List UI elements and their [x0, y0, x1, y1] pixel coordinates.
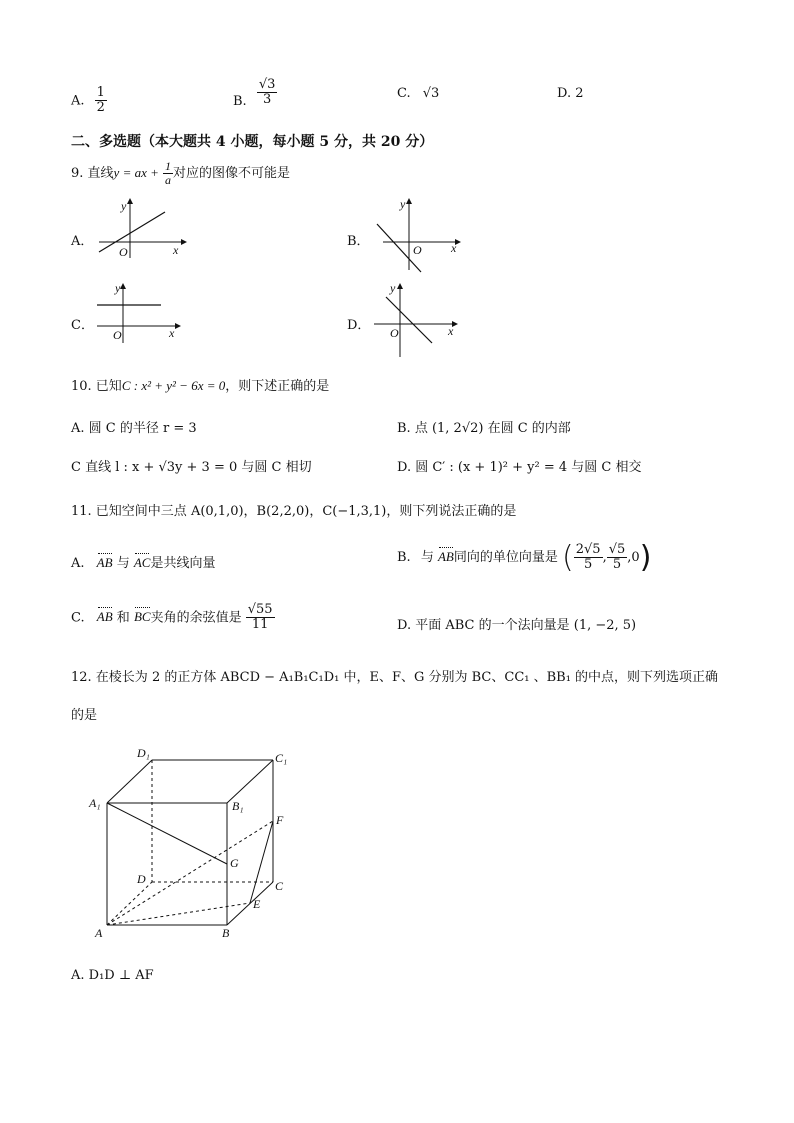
- cube-label-c: C: [275, 879, 284, 893]
- q11-option-b: B. 与 AB同向的单位向量是 ( $\frac{2√5}{5}$ , $\frac{√5}{5}$ ,0): [397, 540, 652, 575]
- q9-fraction: [163, 160, 173, 187]
- q9-graph-b-x: x: [451, 241, 457, 255]
- q9-graph-a-y: y: [121, 199, 127, 213]
- cube-label-a1: A₁: [89, 796, 101, 810]
- q8-option-c: [397, 86, 439, 101]
- cube-label-c1: C₁: [275, 751, 288, 765]
- q9-prefix: 9. 直线: [71, 166, 114, 182]
- q10-stem: [71, 375, 329, 394]
- cube-label-f: F: [276, 813, 284, 827]
- section-title: 二、多选题（本大题共 4 小题，每小题 5 分，共 20 分）: [71, 134, 434, 150]
- q11-b-last: ,0: [627, 550, 640, 565]
- q9-graph-d-y: y: [390, 281, 396, 295]
- q8-option-d: D. 2: [557, 86, 584, 101]
- cube-label-d1: D₁: [137, 746, 150, 760]
- q8-option-a-denominator: 2: [96, 100, 105, 116]
- q11-b-frac2-den: 5: [612, 557, 622, 572]
- q9-fraction-num: 1: [165, 159, 172, 173]
- q11-b-frac1: [574, 543, 603, 573]
- q11-a-vector-ab: AB: [96, 555, 113, 570]
- q11-c-frac-num: √55: [247, 602, 273, 617]
- q11-option-c: [71, 603, 275, 633]
- q11-c-frac: [246, 603, 275, 633]
- q9-fraction-den: a: [165, 173, 172, 188]
- q9-suffix: 对应的图像不可能是: [173, 166, 291, 182]
- q9-graph-b-origin: O: [413, 243, 422, 257]
- cube-label-b1: B₁: [232, 799, 244, 813]
- q9-graph-a: [95, 198, 185, 260]
- cube-label-d: D: [137, 872, 146, 886]
- q12-stem-line2: 的是: [71, 708, 98, 723]
- q9-equation: y = ax +: [113, 165, 159, 181]
- q9-option-b-label: B．: [347, 234, 370, 249]
- q11-b-frac1-den: 5: [584, 557, 593, 572]
- q8-option-b: [233, 78, 277, 108]
- q11-a-vector-ac: AC: [133, 555, 151, 570]
- q9-graph-c-y: y: [115, 281, 121, 295]
- q11-b-tail: 同向的单位向量是: [453, 550, 558, 565]
- q11-b-paren-left: (: [562, 540, 574, 575]
- q8-option-b-denominator: 3: [262, 92, 272, 108]
- q8-option-a: [71, 86, 107, 116]
- q9-graph-a-line: [99, 212, 165, 252]
- q11-option-a: [71, 552, 216, 571]
- cube-label-g: G: [230, 856, 239, 870]
- q9-graph-c-origin: O: [113, 328, 122, 342]
- q10-option-c: C 直线 l : x + √3y + 3 = 0 与圆 C 相切: [71, 460, 312, 475]
- q10-equation: C : x² + y² − 6x = 0: [121, 378, 226, 393]
- q8-option-c-value: √3: [422, 86, 440, 101]
- q12-stem-line1: 12. 在棱长为 2 的正方体 ABCD − A₁B₁C₁D₁ 中，E、F、G 分别为 BC、CC₁ 、BB₁ 的中点，则下列选项正确: [71, 670, 719, 685]
- q9-graph-c-x: x: [169, 326, 175, 340]
- q11-stem: 11. 已知空间中三点 A(0,1,0)，B(2,2,0)，C(−1,3,1)，则下列说法正确的是: [71, 504, 517, 519]
- q10-option-b: B. 点 (1, 2√2) 在圆 C 的内部: [397, 421, 571, 436]
- q11-b-vector: AB: [437, 549, 454, 564]
- q11-b-frac2: [607, 543, 628, 573]
- q12-cube-figure: [85, 740, 305, 950]
- q9-option-c-label: C．: [71, 318, 94, 333]
- q9-stem: [71, 160, 290, 187]
- q11-c-vector-ab: AB: [96, 609, 113, 625]
- q8-option-a-label: A.: [71, 93, 85, 109]
- q11-b-mid: 与: [420, 550, 434, 565]
- q9-graph-d: [370, 283, 462, 359]
- cube-label-e: E: [253, 897, 261, 911]
- q9-graph-a-x: x: [173, 243, 179, 257]
- q11-c-tail: 夹角的余弦值是: [150, 610, 242, 626]
- q11-a-mid: 与: [116, 556, 130, 571]
- cube-label-b: B: [222, 926, 230, 940]
- cube-label-a: A: [95, 926, 103, 940]
- q11-option-d: D. 平面 ABC 的一个法向量是 (1, −2, 5): [397, 618, 637, 633]
- q11-b-frac1-num: 2√5: [575, 541, 601, 557]
- q9-graph-a-origin: O: [119, 245, 128, 259]
- q8-option-a-fraction: [95, 86, 107, 116]
- q8-option-b-fraction: [257, 78, 278, 108]
- q11-b-frac2-num: √5: [608, 541, 626, 557]
- q11-b-paren-right: ): [639, 540, 652, 575]
- q10-prefix: 10. 已知: [71, 379, 122, 394]
- q8-option-c-label: C.: [397, 86, 411, 101]
- q11-a-label: A.: [71, 556, 85, 571]
- q10-option-d: D. 圆 C′ : (x + 1)² + y² = 4 与圆 C 相交: [397, 460, 642, 475]
- q11-b-label: B.: [397, 550, 411, 565]
- q8-option-b-numerator: √3: [258, 77, 276, 92]
- q9-option-d-label: D．: [347, 318, 371, 333]
- q10-suffix: ，则下述正确的是: [225, 379, 330, 394]
- q8-option-b-label: B.: [233, 94, 247, 110]
- q9-option-a-label: A．: [71, 234, 94, 249]
- q9-graph-d-origin: O: [390, 326, 399, 340]
- q10-option-a: A. 圆 C 的半径 r = 3: [71, 421, 197, 436]
- q9-graph-b-y: y: [400, 197, 406, 211]
- q11-c-mid: 和: [116, 610, 130, 626]
- q9-graph-c: [95, 283, 185, 345]
- q9-graph-d-x: x: [448, 324, 454, 338]
- q12-option-a: A. D₁D ⊥ AF: [71, 968, 154, 983]
- q8-option-a-numerator: 1: [96, 85, 105, 100]
- q11-c-frac-den: 11: [251, 617, 269, 633]
- q9-graph-b: [373, 198, 463, 274]
- q11-c-label: C.: [71, 610, 85, 626]
- q11-a-tail: 是共线向量: [150, 556, 216, 571]
- q11-c-vector-bc: BC: [133, 609, 151, 625]
